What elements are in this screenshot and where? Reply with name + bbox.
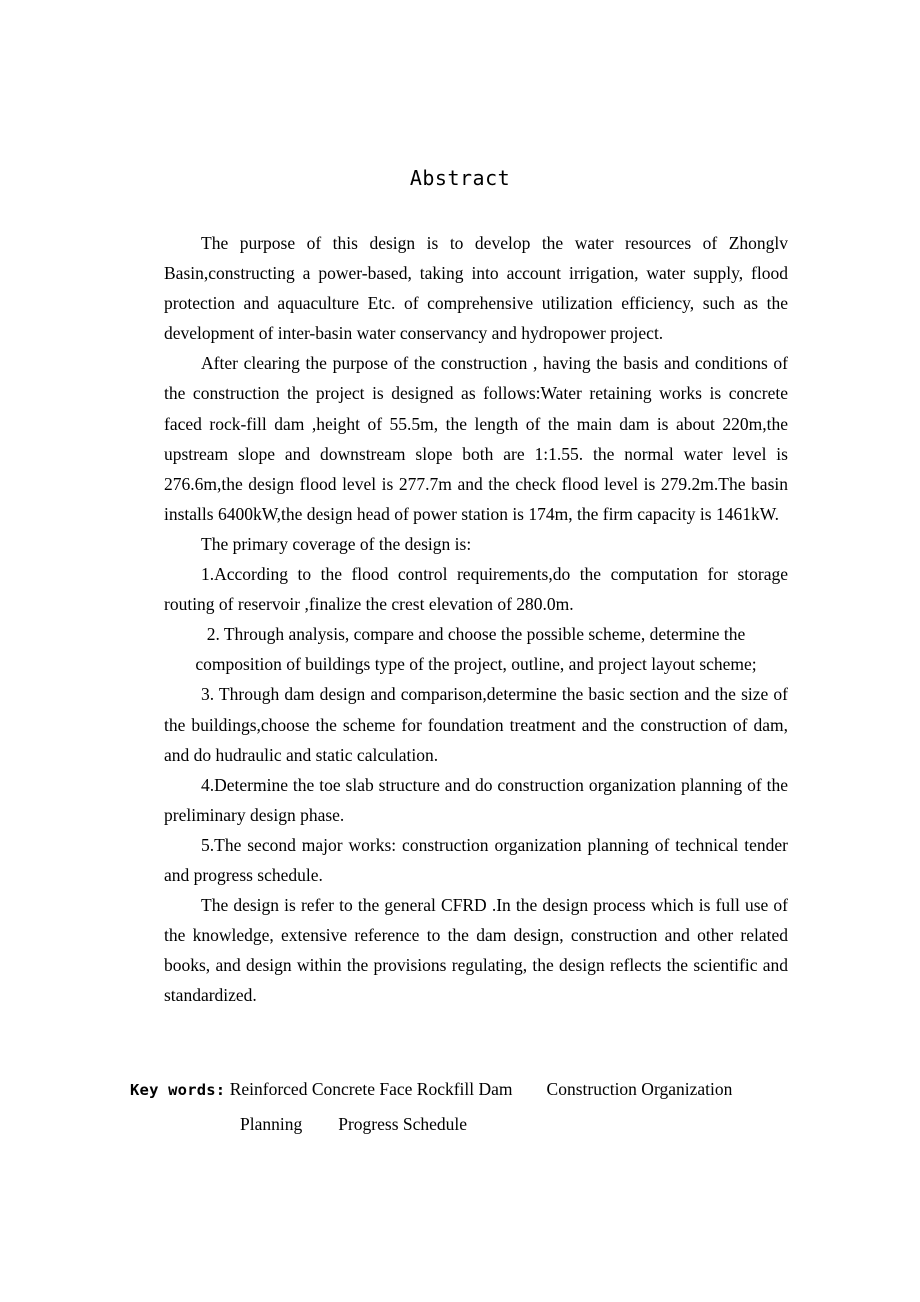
paragraph-item-1: 1.According to the flood control requirements,do the computation for storage routing of reservoir ,finalize the crest elevation of 280.0m. — [164, 564, 788, 615]
paragraph-conclusion: The design is refer to the general CFRD .In the design process which is full use of the knowledge, extensive reference to the dam design, construction and other related books, and design within the provisions regulating, the design reflects the scientific and standardized. — [164, 895, 788, 1006]
paragraph-purpose: The purpose of this design is to develop the water resources of Zhonglv Basin,constructing a power-based, taking into account irrigation, water supply, flood protection and aquaculture Etc. of comprehensive utilization efficiency, such as the development of inter-basin water conservancy and hydropower project. — [164, 233, 788, 344]
keyword-progress-schedule: Progress Schedule — [338, 1114, 468, 1134]
keywords-line-2 — [130, 1111, 820, 1137]
keyword-cfrd: Reinforced Concrete Face Rockfill Dam — [229, 1079, 513, 1099]
keywords-line-1 — [130, 1076, 820, 1103]
paragraph-item-3: 3. Through dam design and comparison,determine the basic section and the size of the buildings,choose the scheme for foundation treatment and the construction of dam, and do hudraulic and static calculation. — [164, 684, 788, 765]
paragraph-item-4: 4.Determine the toe slab structure and do construction organization planning of the preliminary design phase. — [164, 774, 788, 825]
paragraph-coverage-intro: The primary coverage of the design is: — [201, 533, 472, 554]
abstract-body — [164, 228, 788, 1010]
keywords-label: Key words: — [130, 1081, 226, 1099]
paragraph-item-5: 5.The second major works: construction organization planning of technical tender and progress schedule. — [164, 834, 788, 885]
keyword-planning: Planning — [240, 1114, 303, 1134]
paragraph-item-2: 2. Through analysis, compare and choose the possible scheme, determine the composition of buildings type of the project, outline, and project layout scheme; — [195, 624, 757, 675]
page-title: Abstract — [409, 166, 511, 190]
keywords-section — [130, 1076, 820, 1137]
paragraph-project-design: After clearing the purpose of the construction , having the basis and conditions of the construction the project is designed as follows:Water retaining works is concrete faced rock-fill dam ,height of 55.5m, the length of the main dam is about 220m,the upstream slope and downstream slope both are 1:1.55. the normal water level is 276.6m,the design flood level is 277.7m and the check flood level is 279.2m.The basin installs 6400kW,the design head of power station is 174m, the firm capacity is 1461kW. — [164, 353, 788, 524]
keyword-construction-organization: Construction Organization — [546, 1079, 733, 1099]
